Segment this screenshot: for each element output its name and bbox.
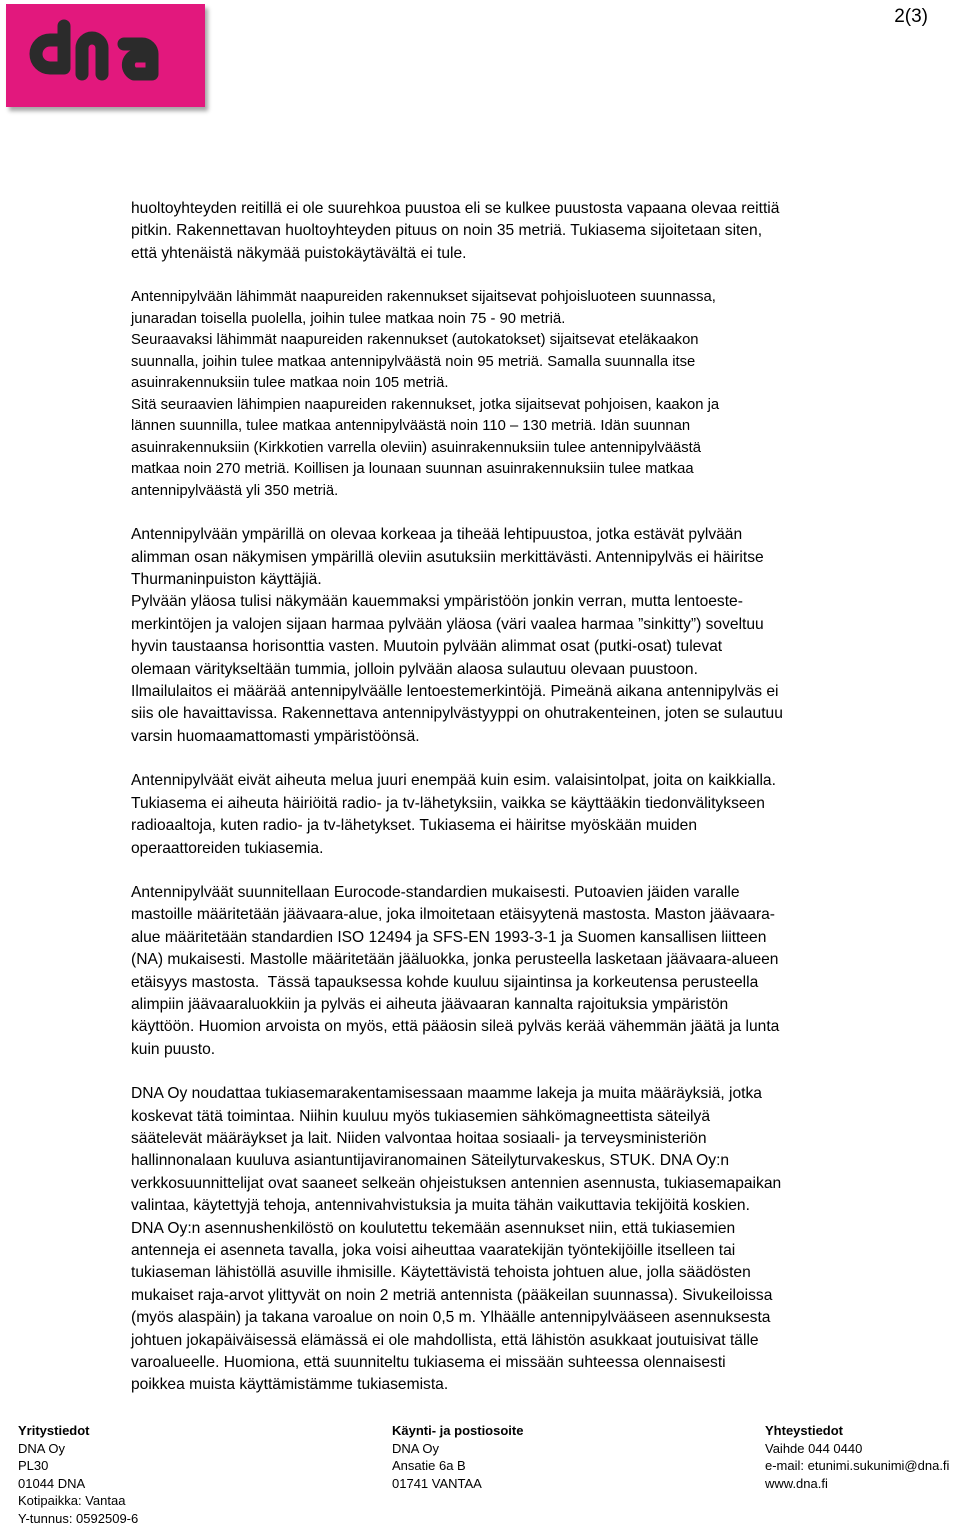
- paragraph-line: antennipylväästä yli 350 metriä.: [131, 482, 339, 499]
- footer-address-heading: Käynti- ja postiosoite: [392, 1423, 524, 1438]
- paragraph-line: pitkin. Rakennettavan huoltoyhteyden pituus on noin 35 metriä. Tukiasema sijoitetaan siten,: [131, 222, 763, 240]
- paragraph-line: radioaaltoja, kuten radio- ja tv-lähetykset. Tukiasema ei häiritse myöskään muiden: [131, 817, 697, 835]
- paragraph: [131, 1083, 951, 1397]
- footer-phone: Vaihde 044 0440: [765, 1440, 863, 1456]
- paragraph-line: (myös alaspäin) ja takana varoalue on noin 0,5 m. Ylhäälle antennipylvääseen asennuksesta: [131, 1309, 771, 1327]
- page-number: 2(3): [894, 6, 928, 27]
- paragraph-line: Antennipylväät suunnitellaan Eurocode-standardien mukaisesti. Putoavien jäiden varalle: [131, 883, 740, 901]
- paragraph-line: matkaa noin 270 metriä. Koillisen ja lounaan suunnan asuinrakennuksiin tulee matkaa: [131, 461, 694, 478]
- paragraph-line: alimman osan näkymisen ympärillä oleviin asutuksiin merkittävästi. Antennipylväs ei häiritse: [131, 548, 764, 566]
- footer-address: [392, 1422, 523, 1492]
- paragraph-line: etäisyys mastosta. Tässä tapauksessa kohde kuuluu sijaintinsa ja korkeutensa perusteella: [131, 973, 759, 991]
- paragraph: [131, 287, 951, 502]
- paragraph-line: hyvin taustaansa horisonttia vasten. Muutoin pylvään alimmat osat (putki-osat) tulevat: [131, 638, 723, 656]
- paragraph: [131, 770, 951, 860]
- footer-email[interactable]: e-mail: etunimi.sukunimi@dna.fi: [765, 1458, 950, 1474]
- footer-company: [18, 1422, 138, 1528]
- paragraph-line: lännen suunnilla, tulee matkaa antennipylväästä noin 110 – 130 metriä. Idän suunnan: [131, 418, 691, 435]
- paragraph-line: DNA Oy noudattaa tukiasemarakentamisessaan maamme lakeja ja muita määräyksiä, jotka: [131, 1085, 762, 1103]
- paragraph-line: Seuraavaksi lähimmät naapureiden rakennukset (autokatokset) sijaitsevat eteläkaakon: [131, 332, 699, 349]
- footer-company-line: Kotipaikka: Vantaa: [18, 1493, 126, 1509]
- paragraph-line: (NA) mukaisesti. Mastolle määritetään jääluokka, jonka perusteella lasketaan jäävaara-alueen: [131, 951, 779, 969]
- paragraph-line: olemaan väritykseltään tummia, jolloin pylvään alaosa sulautuu olevaan puustoon.: [131, 660, 698, 678]
- paragraph-line: alimpiin jäävaaraluokkiin ja pylväs ei aiheuta jäävaaran kannalta rajoituksia ympäristön: [131, 995, 729, 1013]
- paragraph-line: alue määritetään standardien ISO 12494 ja SFS-EN 1993-3-1 ja Suomen kansallisen liitteen: [131, 928, 767, 946]
- paragraph-line: varsin huomaamattomasti ympäristöönsä.: [131, 727, 420, 745]
- footer-company-heading: Yritystiedot: [18, 1423, 90, 1438]
- paragraph: [131, 198, 951, 265]
- paragraph-line: hallinnonalaan kuuluva asiantuntijaviranomainen Säteilyturvakeskus, STUK. DNA Oy:n: [131, 1152, 730, 1170]
- paragraph-line: mukaiset raja-arvot ylittyvät on noin 2 metriä antennista (pääkeilan suunnassa). Sivukeiloissa: [131, 1286, 773, 1304]
- footer-company-line: DNA Oy: [18, 1440, 65, 1456]
- document-body: [131, 198, 951, 1397]
- paragraph-line: merkintöjen ja valojen sijaan harmaa pylvään yläosa (väri vaalea harmaa ”sinkitty”) soveltuu: [131, 615, 764, 633]
- paragraph-line: tukiaseman lähistöllä asuville ihmisille. Käytettävistä tehoista johtuen alue, jolla säädösten: [131, 1264, 751, 1282]
- dna-logo: [6, 4, 205, 107]
- paragraph-line: valintaa, käytettyjä tehoja, antennivahvistuksia ja muita tähän vaikuttavia tekijöitä koskien.: [131, 1197, 750, 1215]
- paragraph-line: Pylvään yläosa tulisi näkymään kauemmaksi ympäristöön jonkin verran, mutta lentoeste-: [131, 593, 743, 611]
- paragraph-line: Sitä seuraavien lähimpien naapureiden rakennukset, jotka sijaitsevat pohjoisen, kaakon ja: [131, 396, 720, 413]
- paragraph-line: Thurmaninpuiston käyttäjiä.: [131, 571, 322, 589]
- paragraph-line: Antennipylväät eivät aiheuta melua juuri enempää kuin esim. valaisintolpat, joita on kaikkialla.: [131, 772, 776, 790]
- footer-company-line: PL30: [18, 1458, 49, 1474]
- paragraph-line: huoltoyhteyden reitillä ei ole suurehkoa puustoa eli se kulkee puustosta vapaana olevaa reittiä: [131, 200, 780, 217]
- footer-company-line: Y-tunnus: 0592509-6: [18, 1510, 139, 1526]
- paragraph-line: operaattoreiden tukiasemia.: [131, 839, 324, 857]
- paragraph-line: Antennipylvään ympärillä on olevaa korkeaa ja tiheää lehtipuustoa, jotka estävät pylvään: [131, 526, 743, 544]
- paragraph-line: poikkea muista käyttämistämme tukiasemista.: [131, 1376, 449, 1394]
- paragraph-line: että yhtenäistä näkymää puistokäytävältä ei tule.: [131, 244, 467, 262]
- paragraph-line: varoalueelle. Huomiona, että suunniteltu tukiasema ei missään suhteessa olennaisesti: [131, 1354, 726, 1372]
- paragraph-line: siis ole havaittavissa. Rakennettava antennipylvästyyppi on ohutrakenteinen, joten se sulautuu: [131, 705, 783, 723]
- paragraph-line: kuin puusto.: [131, 1040, 216, 1058]
- dna-logo-mark: [6, 4, 205, 107]
- paragraph: [131, 524, 951, 748]
- paragraph-line: verkkosuunnittelijat ovat saaneet selkeän ohjeistuksen antennien asennusta, tukiasemapaikan: [131, 1174, 782, 1192]
- paragraph-line: suunnalla, joihin tulee matkaa antennipylväästä noin 95 metriä. Samalla suunnalla itse: [131, 353, 696, 370]
- paragraph-line: Antennipylvään lähimmät naapureiden rakennukset sijaitsevat pohjoisluoteen suunnassa,: [131, 289, 716, 306]
- paragraph-line: mastoille määritetään jäävaara-alue, joka ilmoitetaan etäisyytenä mastosta. Maston jäävaara-: [131, 906, 776, 924]
- footer-address-line: DNA Oy: [392, 1440, 439, 1456]
- footer-address-line: Ansatie 6a B: [392, 1458, 466, 1474]
- footer-contact: [765, 1422, 949, 1492]
- paragraph-line: käyttöön. Huomion arvoista on myös, että pääosin sileä pylväs kerää vähemmän jäätä ja lunta: [131, 1018, 780, 1036]
- paragraph-line: koskevat tätä toimintaa. Niihin kuuluu myös tukiasemien sähkömagneettista säteilyä: [131, 1107, 710, 1125]
- paragraph-line: antenneja ei asenneta tavalla, joka voisi aiheuttaa vaaratekijän työntekijöille itselleen tai: [131, 1242, 736, 1259]
- paragraph-line: säätelevät määräykset ja lait. Niiden valvontaa hoitaa sosiaali- ja terveysministeriön: [131, 1129, 707, 1147]
- footer-contact-heading: Yhteystiedot: [765, 1423, 844, 1438]
- paragraph: [131, 882, 951, 1061]
- paragraph-line: Ilmailulaitos ei määrää antennipylväälle lentoestemerkintöjä. Pimeänä aikana antennipylväs ei: [131, 683, 779, 701]
- footer-company-line: 01044 DNA: [18, 1475, 86, 1491]
- paragraph-line: johtuen jokapäiväisessä elämässä ei ole mahdollista, että lähistön asukkaat joutuisivat tälle: [131, 1331, 759, 1349]
- paragraph-line: Tukiasema ei aiheuta häiriöitä radio- ja tv-lähetyksiin, vaikka se käyttääkin tiedonvälitykseen: [131, 794, 765, 812]
- footer-address-line: 01741 VANTAA: [392, 1475, 482, 1491]
- footer-website[interactable]: www.dna.fi: [765, 1475, 828, 1491]
- paragraph-line: asuinrakennuksiin tulee matkaa noin 105 metriä.: [131, 375, 449, 392]
- paragraph-line: asuinrakennuksiin (Kirkkotien varrella oleviin) asuinrakennuksiin tulee antennipylväästä: [131, 439, 701, 456]
- paragraph-line: DNA Oy:n asennushenkilöstö on koulutettu tekemään asennukset niin, että tukiasemien: [131, 1219, 736, 1237]
- paragraph-line: junaradan toisella puolella, joihin tulee matkaa noin 75 - 90 metriä.: [131, 310, 566, 327]
